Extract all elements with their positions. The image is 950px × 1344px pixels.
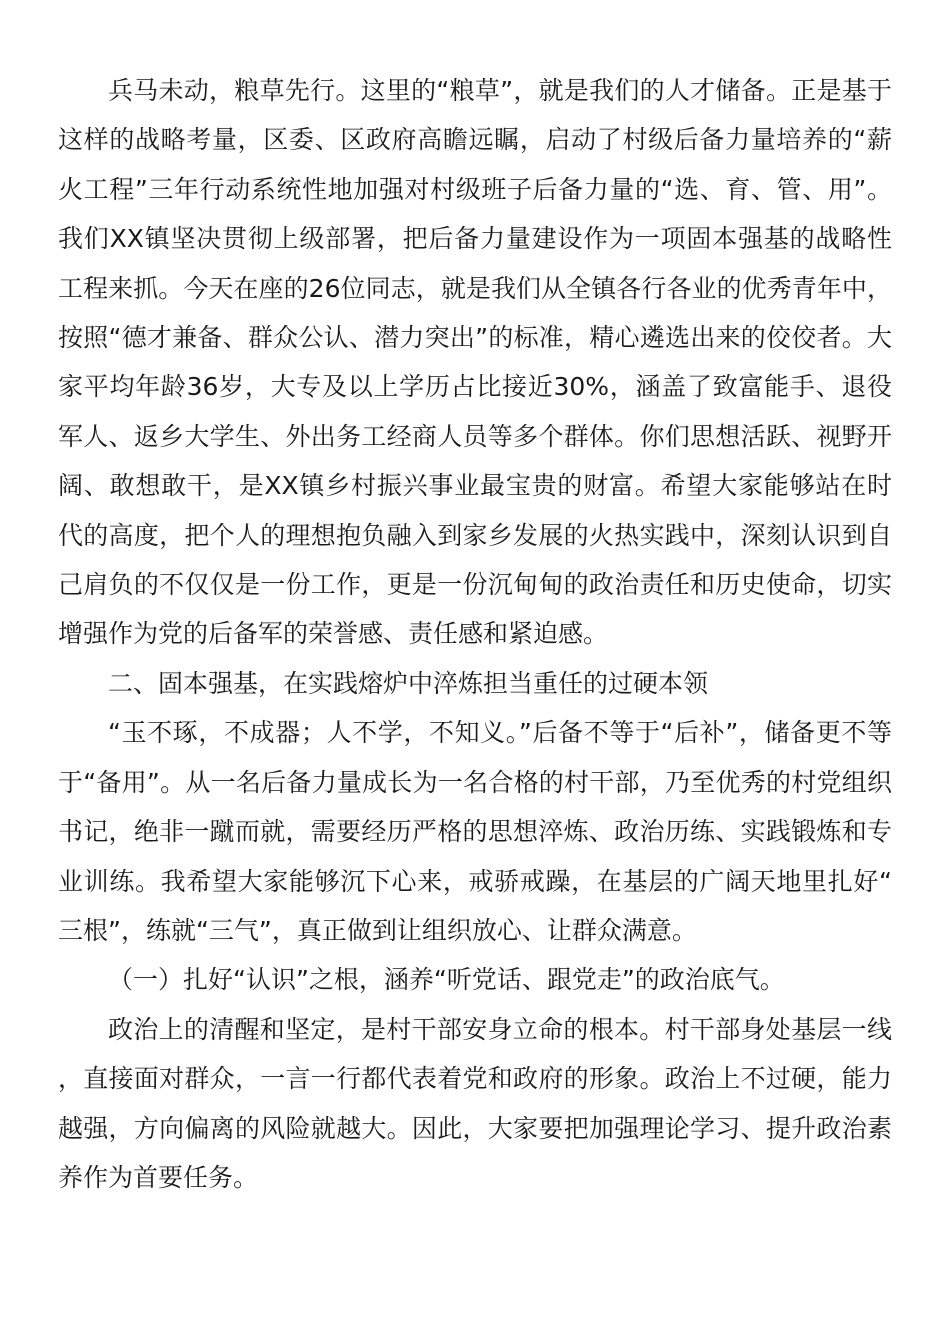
section-heading-two: 二、固本强基，在实践熔炉中淬炼担当重任的过硬本领 (108, 668, 709, 698)
body-paragraph-political: 政治上的清醒和坚定，是村干部安身立命的根本。村干部身处基层一线，直接面对群众，一言一行都代表着党和政府的形象。政治上不过硬，能力越强，方向偏离的风险就越大。因此，大家要把加强理论学习、提升政治素养作为首要任务。 (58, 1014, 892, 1192)
subsection-heading-one: （一）扎好“认识”之根，涵养“听党话、跟党走”的政治底气。 (108, 965, 785, 995)
body-paragraph-talent-reserve: 兵马未动，粮草先行。这里的“粮草”，就是我们的人才储备。正是基于这样的战略考量，区委、区政府高瞻远瞩，启动了村级后备力量培养的“薪火工程”三年行动系统性地加强对村级班子后备力量的“选、育、管、用”。我们XX镇坚决贯彻上级部署，把后备力量建设作为一项固本强基的战略性工程来抓。今天在座的26位同志，就是我们从全镇各行各业的优秀青年中，按照“德才兼备、群众公认、潜力突出”的标准，精心遴选出来的佼佼者。大家平均年龄36岁，大专及以上学历占比接近30%，涵盖了致富能手、退役军人、返乡大学生、外出务工经商人员等多个群体。你们思想活跃、视野开阔、敢想敢干，是XX镇乡村振兴事业最宝贵的财富。希望大家能够站在时代的高度，把个人的理想抱负融入到家乡发展的火热实践中，深刻认识到自己肩负的不仅仅是一份工作，更是一份沉甸甸的政治责任和历史使命，切实增强作为党的后备军的荣誉感、责任感和紧迫感。 (58, 76, 892, 649)
body-paragraph-training: “玉不琢，不成器；人不学，不知义。”后备不等于“后补”，储备更不等于“备用”。从一名后备力量成长为一名合格的村干部，乃至优秀的村党组织书记，绝非一蹴而就，需要经历严格的思想淬炼、政治历练、实践锻炼和专业训练。我希望大家能够沉下心来，戒骄戒躁，在基层的广阔天地里扎好“三根”，练就“三气”，真正做到让组织放心、让群众满意。 (58, 718, 892, 945)
document-page (58, 66, 892, 1202)
